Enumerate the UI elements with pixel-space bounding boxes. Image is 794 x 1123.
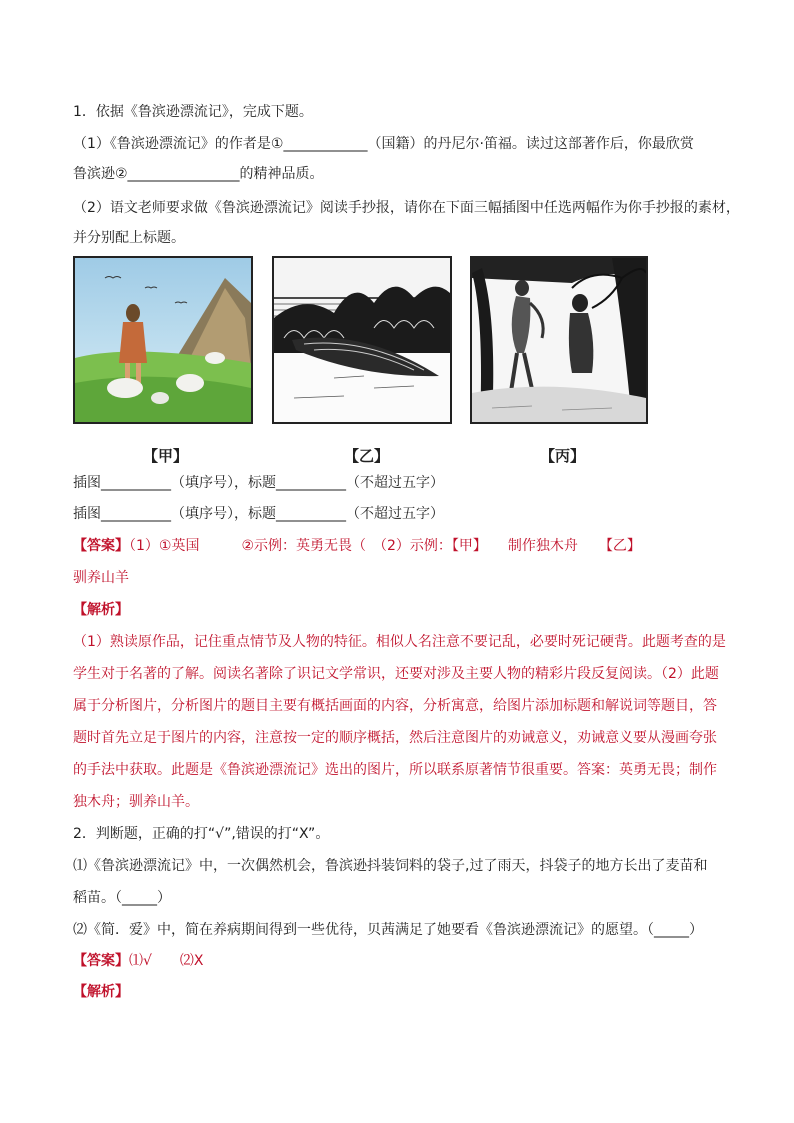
question-2-item2: ⑵《简．爱》中，简在养病期间得到一些优待，贝茜满足了她要看《鲁滨逊漂流记》的愿望。（_____） [73, 922, 703, 938]
question-2-item1-line2: 稻苗。（_____） [73, 890, 171, 906]
fill-blank-1: 插图__________（填序号），标题__________（不超过五字） [73, 475, 444, 491]
illustration-yi [272, 256, 452, 424]
question-2-item1-line1: ⑴《鲁滨逊漂流记》中，一次偶然机会，鲁滨逊抖装饲料的袋子,过了雨天，抖袋子的地方长出了麦苗和 [73, 858, 708, 874]
answer-text: （1）①英国 ②示例：英勇无畏（ （2）示例：【甲】 制作独木舟 【乙】 [129, 538, 641, 554]
answer-tag: 【答案】 [73, 538, 129, 554]
analysis-line-6: 独木舟；驯养山羊。 [73, 794, 199, 810]
q2-answer-tag: 【答案】 [73, 953, 129, 969]
answer-line-2: 驯养山羊 [73, 570, 129, 586]
analysis-line-2: 学生对于名著的了解。阅读名著除了识记文学常识，还要对涉及主要人物的精彩片段反复阅读。（2）此题 [73, 666, 719, 682]
question-1-part2-line1: （2）语文老师要求做《鲁滨逊漂流记》阅读手抄报，请你在下面三幅插图中任选两幅作为你手抄报的素材， [73, 200, 740, 216]
q2-analysis-tag: 【解析】 [73, 984, 129, 1000]
caption-jia: 【甲】 [143, 447, 189, 465]
question-1-title: 1．依据《鲁滨逊漂流记》，完成下题。 [73, 104, 313, 120]
caption-yi: 【乙】 [344, 447, 390, 465]
answer-line-1 [73, 536, 641, 556]
analysis-line-5: 的手法中获取。此题是《鲁滨逊漂流记》选出的图片，所以联系原著情节很重要。答案：英勇无畏；制作 [73, 762, 717, 778]
question-1-part2-line2: 并分别配上标题。 [73, 230, 185, 246]
illustration-bing [470, 256, 648, 424]
question-2-title: 2．判断题，正确的打“√”,错误的打“X”。 [73, 826, 330, 842]
question-1-part1-line2: 鲁滨逊②________________的精神品质。 [73, 166, 324, 182]
q2-answer-line [73, 951, 204, 971]
question-1-part1-line1: （1）《鲁滨逊漂流记》的作者是①____________（国籍）的丹尼尔·笛福。读过这部著作后，你最欣赏 [73, 136, 694, 152]
analysis-line-3: 属于分析图片，分析图片的题目主要有概括画面的内容，分析寓意，给图片添加标题和解说词等题目，答 [73, 698, 717, 714]
analysis-tag: 【解析】 [73, 602, 129, 618]
illustration-jia [73, 256, 253, 424]
analysis-line-1: （1）熟读原作品，记住重点情节及人物的特征。相似人名注意不要记乱，必要时死记硬背。此题考查的是 [73, 634, 726, 650]
analysis-line-4: 题时首先立足于图片的内容，注意按一定的顺序概括，然后注意图片的劝诫意义，劝诫意义要从漫画夸张 [73, 730, 717, 746]
fill-blank-2: 插图__________（填序号），标题__________（不超过五字） [73, 506, 444, 522]
caption-bing: 【丙】 [540, 447, 586, 465]
q2-answer-text: ⑴√ ⑵X [129, 953, 204, 969]
